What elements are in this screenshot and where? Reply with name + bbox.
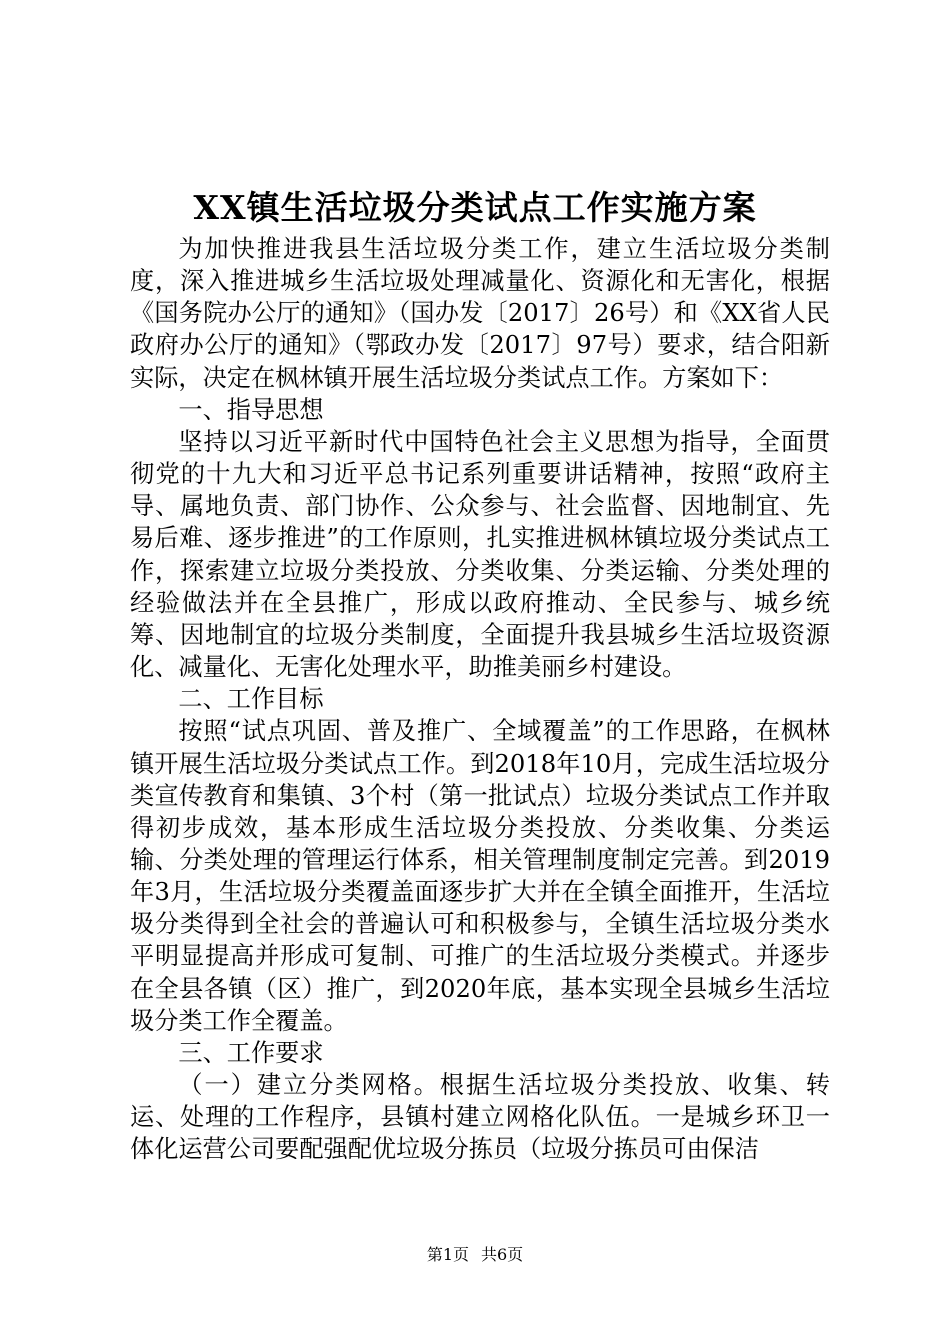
intro-paragraph: 为加快推进我县生活垃圾分类工作，建立生活垃圾分类制度，深入推进城乡生活垃圾处理减量化、资源化和无害化，根据《国务院办公厅的通知》（国办发〔2017〕26号）和《XX省人民政府办公厅的通知》（鄂政办发〔2017〕97号）要求，结合阳新实际，决定在枫林镇开展生活垃圾分类试点工作。方案如下： — [130, 235, 830, 392]
page-number-total: 共6页 — [481, 1245, 524, 1264]
work-goals-paragraph: 按照“试点巩固、普及推广、全域覆盖”的工作思路，在枫林镇开展生活垃圾分类试点工作。到2018年10月，完成生活垃圾分类宣传教育和集镇、3个村（第一批试点）垃圾分类试点工作并取得初步成效，基本形成生活垃圾分类投放、分类收集、分类运输、分类处理的管理运行体系，相关管理制度制定完善。到2019年3月，生活垃圾分类覆盖面逐步扩大并在全镇全面推开，生活垃圾分类得到全社会的普遍认可和积极参与，全镇生活垃圾分类水平明显提高并形成可复制、可推广的生活垃圾分类模式。并逐步在全县各镇（区）推广，到2020年底，基本实现全县城乡生活垃圾分类工作全覆盖。 — [130, 717, 830, 1035]
document-title: XX镇生活垃圾分类试点工作实施方案 — [193, 188, 757, 227]
section-heading-work-requirements: 三、工作要求 — [178, 1038, 324, 1067]
work-requirements-paragraph: （一）建立分类网格。根据生活垃圾分类投放、收集、转运、处理的工作程序，县镇村建立网格化队伍。一是城乡环卫一体化运营公司要配强配优垃圾分拣员（垃圾分拣员可由保洁 — [130, 1071, 830, 1164]
document-body — [130, 233, 830, 1166]
section-heading-guiding-thought: 一、指导思想 — [178, 395, 324, 424]
section-heading-work-goals: 二、工作目标 — [178, 685, 324, 714]
guiding-thought-paragraph: 坚持以习近平新时代中国特色社会主义思想为指导，全面贯彻党的十九大和习近平总书记系列重要讲话精神，按照“政府主导、属地负责、部门协作、公众参与、社会监督、因地制宜、先易后难、逐步推进”的工作原则，扎实推进枫林镇垃圾分类试点工作，探索建立垃圾分类投放、分类收集、分类运输、分类处理的经验做法并在全县推广，形成以政府推动、全民参与、城乡统筹、因地制宜的垃圾分类制度，全面提升我县城乡生活垃圾资源化、减量化、无害化处理水平，助推美丽乡村建设。 — [130, 427, 830, 682]
page-number-current: 第1页 — [426, 1245, 469, 1264]
page-footer — [0, 1244, 950, 1266]
